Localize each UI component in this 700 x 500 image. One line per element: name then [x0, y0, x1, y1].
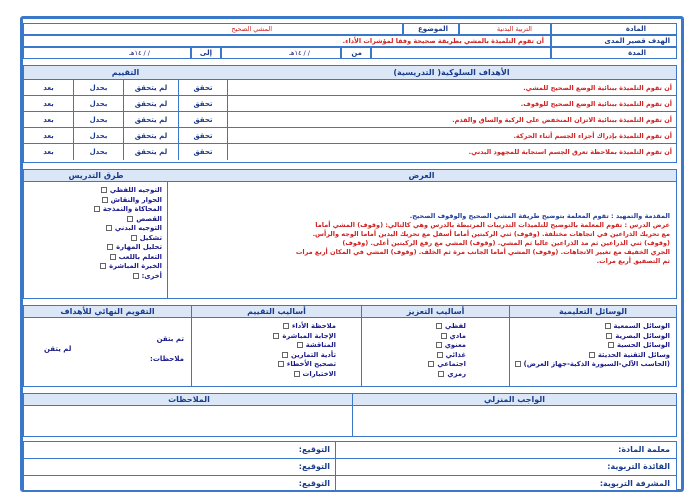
method-item — [30, 196, 162, 206]
media-checkbox[interactable] — [605, 323, 611, 329]
method-checkbox[interactable] — [94, 206, 100, 212]
short-goal-label: الهدف قصير المدى — [604, 37, 670, 45]
date-from: / / ١٤هـ — [289, 49, 310, 57]
media-item — [514, 341, 670, 351]
objective-row — [24, 80, 676, 96]
supervisor-label: المشرفة التربوية: — [599, 479, 670, 488]
eval-option-partial[interactable]: بحدل — [74, 112, 124, 128]
objective-row — [24, 96, 676, 112]
method-label: التعلم باللعب — [118, 252, 162, 261]
assessment-item — [196, 332, 336, 342]
reinforcement-list — [366, 322, 466, 379]
notes-label: ملاحظات: — [150, 355, 184, 363]
section-value: التربية البدنية — [496, 25, 532, 33]
assessment-header: أساليب التقييم — [192, 306, 362, 318]
eval-option-later[interactable]: بعد — [24, 128, 74, 144]
objective-row — [24, 144, 676, 160]
duration-label-cell — [551, 47, 677, 59]
method-item — [30, 243, 162, 253]
subject-label: المادة — [625, 25, 646, 33]
presentation-line: عرض الدرس : تقوم المعلمة بالتوضيح للتلميذات التدريبات المرتبطة بالدرس وهي كالتالي: (وقوف) المشي أماما — [315, 221, 670, 229]
leader-label: القائدة التربوية: — [607, 462, 670, 471]
assessment-list — [196, 322, 336, 379]
assessment-checkbox[interactable] — [278, 361, 284, 367]
assessment-item — [196, 341, 336, 351]
media-list — [514, 322, 670, 370]
objectives-header: الأهداف السلوكية( التدريسية) — [226, 66, 676, 80]
eval-option-later[interactable]: بعد — [24, 112, 74, 128]
short-goal-value: أن تقوم التلميذة بالمشي بطريقة صحيحة وفقا لمؤشرات الأداء. — [342, 37, 544, 45]
final-eval-box — [44, 334, 184, 364]
method-item — [30, 224, 162, 234]
eval-option-not-achieved[interactable]: لم يتحقق — [124, 144, 179, 160]
media-label: (الحاسب الآلي-السبورة الذكية-جهاز العرض) — [523, 360, 670, 368]
homework-section — [23, 393, 677, 437]
method-checkbox[interactable] — [107, 244, 113, 250]
method-checkbox[interactable] — [127, 216, 133, 222]
reinforcement-checkbox[interactable] — [436, 342, 442, 348]
to-label-cell — [191, 47, 221, 59]
assessment-label: الإجابة المباشرة — [282, 331, 336, 340]
method-label: التوجيه البدني — [114, 224, 162, 232]
reinforcement-header: أساليب التعزيز — [362, 306, 510, 318]
method-label: تشكيل — [139, 233, 162, 242]
reinforcement-checkbox[interactable] — [436, 323, 442, 329]
media-checkbox[interactable] — [608, 342, 614, 348]
final-eval-header: التقويم النهائي للأهداف — [24, 306, 192, 318]
method-checkbox[interactable] — [133, 273, 139, 279]
assessment-checkbox[interactable] — [282, 352, 288, 358]
presentation-line: الجري الخفيف مع تغيير الاتجاهات. (وقوف) المشي أماما الجانب مرة ثم الخلف. (وقوف) المشي في المكان أربع مرات — [295, 248, 670, 256]
assessment-checkbox[interactable] — [297, 342, 303, 348]
eval-option-not-achieved[interactable]: لم يتحقق — [124, 112, 179, 128]
homework-header: الواجب المنزلي — [353, 394, 676, 406]
teacher-signature-label: التوقيع: — [298, 445, 330, 454]
presentation-body — [174, 212, 670, 266]
objective-row — [24, 112, 676, 128]
eval-option-not-achieved[interactable]: لم يتحقق — [124, 128, 179, 144]
media-checkbox[interactable] — [589, 352, 595, 358]
method-checkbox[interactable] — [110, 254, 116, 260]
reinforcement-checkbox[interactable] — [428, 361, 434, 367]
media-header: الوسائل التعليمية — [510, 306, 676, 318]
eval-option-later[interactable]: بعد — [24, 80, 74, 96]
topic-value: المشي الصحيح — [231, 25, 272, 33]
eval-option-partial[interactable]: بحدل — [74, 80, 124, 96]
reinforcement-item — [366, 360, 466, 370]
reinforcement-item — [366, 341, 466, 351]
duration-label: المدة — [628, 49, 646, 57]
media-label: الوسائل الحسية — [617, 341, 670, 349]
presentation-line: (وقوف) ثني الذراعين ثم مد الذراعين عاليا ثم المشي. (وقوف) المشي مع رفع الركبتين أعلى. (وقوف) — [342, 239, 670, 247]
assessment-item — [196, 351, 336, 361]
reinforcement-item — [366, 322, 466, 332]
from-label: من — [351, 49, 362, 57]
final-achieved-row — [44, 334, 184, 344]
reinforcement-label: رمزي — [447, 369, 466, 378]
lesson-plan-form — [20, 16, 684, 492]
method-checkbox[interactable] — [101, 187, 107, 193]
reinforcement-checkbox[interactable] — [441, 333, 447, 339]
notes-row — [44, 354, 184, 364]
duration-blank — [371, 47, 551, 59]
eval-option-achieved[interactable]: تحقق — [193, 84, 213, 92]
final-not-row — [44, 344, 184, 354]
final-not: لم يتقن — [44, 345, 72, 353]
method-item — [30, 205, 162, 215]
short-goal-value-cell — [23, 35, 551, 47]
media-label: الوسائل البصرية — [615, 331, 670, 340]
eval-option-partial[interactable]: بحدل — [74, 144, 124, 160]
subject-label-cell — [551, 23, 677, 35]
media-item — [514, 332, 670, 342]
method-item — [30, 234, 162, 244]
reinforcement-label: اجتماعي — [437, 360, 466, 368]
media-item — [514, 322, 670, 332]
to-label: إلى — [199, 49, 212, 57]
leader-signature-label: التوقيع: — [298, 462, 330, 471]
method-checkbox[interactable] — [131, 235, 137, 241]
presentation-line: مع تحريك الذراعين في اتجاهات مختلفة. (وقوف) ثني الركبتين أماما أسفل مع تحريك اليدين أماما الوجه والرأس. — [312, 230, 670, 238]
date-to-cell — [23, 47, 191, 59]
presentation-line: ثم التصفيق أربع مرات. — [596, 257, 670, 265]
reinforcement-label: مادي — [449, 331, 466, 340]
method-item — [30, 272, 162, 282]
short-goal-label-cell — [551, 35, 677, 47]
resources-section — [23, 305, 677, 387]
methods-list — [30, 186, 162, 281]
media-label: وسائل التقنية الحديثة — [597, 350, 670, 359]
evaluation-header: التقييم — [24, 66, 227, 80]
date-to: / / ١٤هـ — [129, 49, 150, 57]
presentation-intro: المقدمة والتمهيد : تقوم المعلمة بتوضيح طريقة المشي الصحيح والوقوف الصحيح. — [409, 212, 670, 220]
reinforcement-item — [366, 351, 466, 361]
assessment-item — [196, 322, 336, 332]
assessment-label: ملاحظة الأداء — [291, 322, 336, 330]
assessment-label: تأدية التمارين — [291, 350, 336, 359]
reinforcement-checkbox[interactable] — [438, 371, 444, 377]
eval-option-partial[interactable]: بحدل — [74, 96, 124, 112]
section-cell — [459, 23, 551, 35]
method-label: أخرى: — [141, 271, 162, 280]
media-item — [514, 360, 670, 370]
remarks-header: الملاحظات — [24, 394, 354, 406]
method-item — [30, 186, 162, 196]
final-achieved: تم بتقن — [156, 335, 184, 343]
eval-option-partial[interactable]: بحدل — [74, 128, 124, 144]
objective-row — [24, 128, 676, 144]
eval-option-achieved[interactable]: تحقق — [193, 148, 213, 156]
media-label: الوسائل السمعية — [613, 322, 670, 330]
media-checkbox[interactable] — [606, 333, 612, 339]
method-item — [30, 262, 162, 272]
topic-label-cell — [403, 23, 459, 35]
media-checkbox[interactable] — [515, 361, 521, 367]
method-item — [30, 253, 162, 263]
method-label: الحوار والنقاش — [110, 195, 162, 204]
eval-option-achieved[interactable]: تحقق — [193, 132, 213, 140]
reinforcement-item — [366, 370, 466, 380]
eval-option-later[interactable]: بعد — [24, 144, 74, 160]
method-label: الخبرة المباشرة — [109, 262, 162, 270]
presentation-divider — [167, 182, 168, 299]
topic-label: الموضوع — [417, 25, 448, 33]
method-label: المحاكاة والنمذجة — [102, 205, 162, 213]
method-label: القصص — [136, 214, 162, 223]
assessment-label: الاختبارات — [302, 369, 336, 378]
assessment-checkbox[interactable] — [283, 323, 289, 329]
media-item — [514, 351, 670, 361]
method-label: التوجيه اللفظي — [109, 186, 162, 194]
objectives-section — [23, 65, 677, 163]
reinforcement-item — [366, 332, 466, 342]
method-checkbox[interactable] — [102, 197, 108, 203]
topic-value-cell — [23, 23, 403, 35]
method-item — [30, 215, 162, 225]
reinforcement-label: غذائي — [445, 350, 466, 359]
reinforcement-label: معنوي — [444, 341, 466, 349]
eval-option-achieved[interactable]: تحقق — [193, 100, 213, 108]
objective-text: أن تقوم التلميذة ببنائية الاتزان المنخفض على الركبة والساق والقدم. — [452, 116, 672, 124]
methods-header: طرق التدريس — [24, 170, 168, 182]
objective-text: أن تقوم التلميذة ببنائية الوضع الصحيح للوقوف. — [520, 100, 672, 108]
assessment-checkbox[interactable] — [273, 333, 279, 339]
objective-text: أن تقوم التلميذة ببنائية الوضع الصحيح للمشي. — [523, 84, 672, 92]
presentation-section — [23, 169, 677, 299]
teacher-label: معلمة المادة: — [618, 445, 670, 454]
date-from-cell — [221, 47, 341, 59]
eval-option-later[interactable]: بعد — [24, 96, 74, 112]
presentation-header: العرض — [166, 170, 676, 182]
assessment-label: المناقشة — [305, 341, 336, 349]
eval-option-achieved[interactable]: تحقق — [193, 116, 213, 124]
from-label-cell — [341, 47, 371, 59]
assessment-item — [196, 370, 336, 380]
supervisor-signature-label: التوقيع: — [298, 479, 330, 488]
assessment-item — [196, 360, 336, 370]
method-checkbox[interactable] — [100, 263, 106, 269]
eval-option-not-achieved[interactable]: لم يتحقق — [124, 96, 179, 112]
objective-text: أن تقوم التلميذة بإدراك أجزاء الجسم أثناء الحركة. — [513, 132, 672, 140]
method-label: تحليل المهارة — [116, 243, 162, 251]
objective-text: أن تقوم التلميذة بملاحظة تعرق الجسم استجابة للمجهود البدني. — [468, 148, 672, 156]
reinforcement-checkbox[interactable] — [437, 352, 443, 358]
eval-option-not-achieved[interactable]: لم يتحقق — [124, 80, 179, 96]
signatures-section — [23, 441, 677, 491]
assessment-label: تصحيح الأخطاء — [286, 360, 336, 368]
reinforcement-label: لفظي — [445, 322, 466, 330]
assessment-checkbox[interactable] — [294, 371, 300, 377]
method-checkbox[interactable] — [106, 225, 112, 231]
